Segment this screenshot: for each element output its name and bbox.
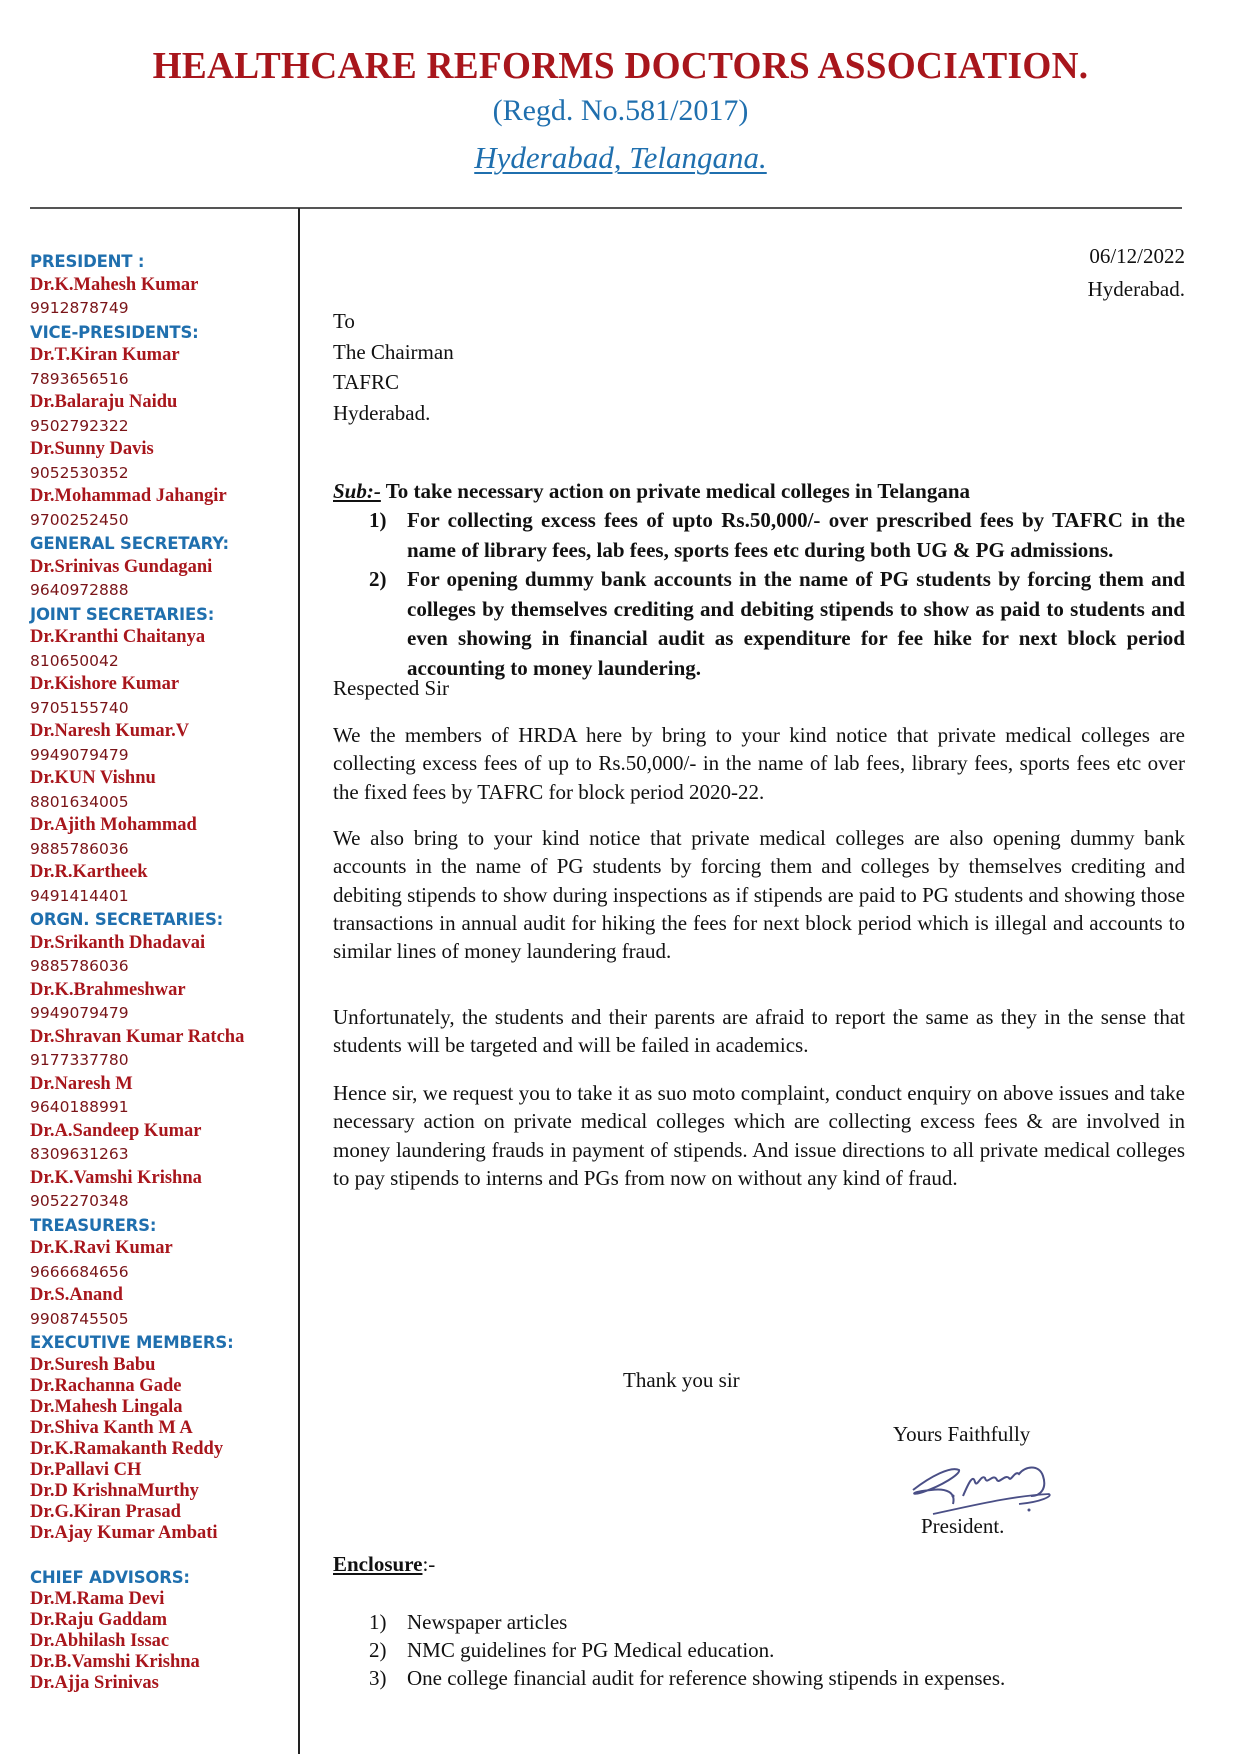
subject-item	[333, 506, 1185, 565]
paragraph: Hence sir, we request you to take it as suo moto complaint, conduct enquiry on above issues and take necessary action on private medical colleges which are collecting excess fees & are involved in money laundering frauds in payment of stipends. And issue directions to all private medical colleges to pay stipends to interns and PGs from now on without any kind of fraud.	[333, 1081, 1185, 1190]
address-line: TAFRC	[333, 370, 400, 394]
member-name: Dr.Sunny Davis	[30, 439, 154, 459]
member-phone: 9908745505	[30, 1309, 129, 1328]
item-text: For opening dummy bank accounts in the name of PG students by forcing them and colleges by themselves crediting and debiting stipends to show as paid to students and even showing in financial audit as expenditure for fee hike for next block period accounting to money laundering.	[407, 567, 1185, 680]
member-phone: 9700252450	[30, 510, 129, 529]
enclosure-item	[333, 1664, 1185, 1692]
item-number: 2)	[369, 567, 387, 591]
member-phone: 9666684656	[30, 1262, 129, 1281]
section-heading-orgn-secretaries: ORGN. SECRETARIES:	[30, 910, 224, 929]
member-name: Dr.Balaraju Naidu	[30, 392, 178, 412]
member-name: Dr.Naresh M	[30, 1073, 133, 1094]
member-name: Dr.S.Anand	[30, 1285, 123, 1305]
member-phone: 9052270348	[30, 1192, 129, 1210]
member-phone: 8309631263	[30, 1145, 129, 1163]
signature-icon	[901, 1452, 1071, 1522]
member-phone: 7893656516	[30, 369, 129, 388]
member-name: Dr.Abhilash Issac	[30, 1631, 170, 1651]
section-heading-vice-presidents: VICE-PRESIDENTS:	[30, 322, 199, 342]
address-line: Hyderabad.	[333, 400, 431, 425]
member-name: Dr.Naresh Kumar.V	[30, 721, 190, 741]
item-number: 1)	[369, 1610, 387, 1634]
enclosure-label: Enclosure	[333, 1552, 423, 1576]
subject-items	[333, 506, 1185, 683]
address-line: The Chairman	[333, 339, 454, 364]
member-name: Dr.Kishore Kumar	[30, 674, 180, 694]
subject-label: Sub:-	[333, 479, 381, 503]
item-text: One college financial audit for reference showing stipends in expenses.	[407, 1666, 1006, 1690]
item-number: 2)	[369, 1638, 387, 1662]
member-name: Dr.G.Kiran Prasad	[30, 1501, 181, 1522]
member-phone: 9502792322	[30, 416, 129, 435]
section-heading-chief-advisors: CHIEF ADVISORS:	[30, 1567, 190, 1587]
section-heading-joint-secretaries: JOINT SECRETARIES:	[30, 604, 215, 624]
registration-number: (Regd. No.581/2017)	[492, 94, 749, 127]
enclosure-suffix: :-	[422, 1552, 436, 1576]
member-phone: 9052530352	[30, 463, 129, 482]
member-name: Dr.T.Kiran Kumar	[30, 345, 180, 365]
enclosure-item	[333, 1608, 1185, 1636]
item-text: For collecting excess fees of upto Rs.50,000/- over prescribed fees by TAFRC in the name of library fees, lab fees, sports fees etc during both UG & PG admissions.	[407, 508, 1185, 562]
member-name: Dr.K.Ramakanth Reddy	[30, 1438, 224, 1459]
member-name: Dr.Ajith Mohammad	[30, 815, 197, 835]
member-name: Dr.K.Brahmeshwar	[30, 979, 186, 1000]
member-name: Dr.K.Vamshi Krishna	[30, 1167, 202, 1188]
member-name: Dr.Srikanth Dhadavai	[30, 932, 206, 953]
organization-title: HEALTHCARE REFORMS DOCTORS ASSOCIATION.	[152, 45, 1089, 87]
enclosure-heading	[333, 1552, 435, 1577]
enclosure-list	[333, 1608, 1185, 1692]
office-bearers-sidebar	[30, 250, 295, 1694]
member-name: Dr.Mahesh Lingala	[30, 1396, 183, 1417]
header-divider	[30, 207, 1182, 209]
item-number: 3)	[369, 1666, 387, 1690]
member-phone: 9640188991	[30, 1098, 129, 1116]
subject-block	[333, 476, 1185, 683]
member-name: Dr.K.Mahesh Kumar	[30, 274, 199, 295]
column-divider	[298, 208, 300, 1754]
member-name: Dr.Ajay Kumar Ambati	[30, 1522, 218, 1543]
member-name: Dr.Kranthi Chaitanya	[30, 627, 206, 647]
member-name: Dr.Shravan Kumar Ratcha	[30, 1026, 245, 1047]
item-number: 1)	[369, 508, 387, 532]
salutation: Respected Sir	[333, 676, 450, 700]
section-spacer	[30, 1544, 295, 1566]
member-name: Dr.R.Kartheek	[30, 862, 148, 882]
subject-text: To take necessary action on private medical colleges in Telangana	[380, 479, 971, 503]
member-name: Dr.D KrishnaMurthy	[30, 1480, 199, 1501]
member-name: Dr.KUN Vishnu	[30, 768, 156, 788]
member-phone: 9885786036	[30, 839, 129, 858]
paragraph: We also bring to your kind notice that private medical colleges are also opening dummy bank accounts in the name of PG students by forcing them and colleges by themselves crediting and debiting stipends to show during inspections as if stipends are paid to PG students and showing those transactions in annual audit for hiking the fees for next block period which is illegal and accounts to similar lines of money laundering fraud.	[333, 826, 1185, 964]
member-phone: 9640972888	[30, 581, 129, 599]
member-name: Dr.Rachanna Gade	[30, 1375, 182, 1396]
letter-date: 06/12/2022	[1089, 244, 1185, 268]
location-text: Hyderabad, Telangana.	[474, 140, 767, 175]
member-name: Dr.Srinivas Gundagani	[30, 556, 213, 577]
address-line: To	[333, 309, 355, 333]
member-phone: 9912878749	[30, 299, 129, 317]
member-name: Dr.Suresh Babu	[30, 1354, 156, 1375]
member-name: Dr.Ajja Srinivas	[30, 1673, 159, 1693]
item-text: Newspaper articles	[407, 1610, 568, 1634]
member-name: Dr.M.Rama Devi	[30, 1589, 165, 1609]
member-name: Dr.B.Vamshi Krishna	[30, 1652, 200, 1672]
letter-place: Hyderabad.	[1087, 277, 1185, 301]
member-phone: 8801634005	[30, 792, 129, 811]
member-phone: 9177337780	[30, 1051, 129, 1069]
paragraph: Unfortunately, the students and their parents are afraid to report the same as they in the sense that students will be targeted and will be failed in academics.	[333, 1005, 1185, 1058]
member-phone: 9491414401	[30, 886, 129, 905]
subject-line	[333, 476, 1185, 506]
enclosure-item	[333, 1636, 1185, 1664]
member-phone: 810650042	[30, 651, 119, 670]
item-text: NMC guidelines for PG Medical education.	[407, 1638, 775, 1662]
section-heading-treasurers: TREASURERS:	[30, 1215, 157, 1235]
member-name: Dr.Mohammad Jahangir	[30, 486, 227, 506]
subject-item	[333, 565, 1185, 683]
section-heading-executive-members: EXECUTIVE MEMBERS:	[30, 1333, 234, 1352]
member-phone: 9705155740	[30, 698, 129, 717]
member-phone: 9949079479	[30, 1004, 129, 1022]
sign-off: Yours Faithfully	[893, 1422, 1031, 1446]
section-heading-president: PRESIDENT :	[30, 252, 145, 271]
member-name: Dr.Raju Gaddam	[30, 1610, 168, 1630]
signatory-title: President.	[921, 1514, 1005, 1538]
member-phone: 9885786036	[30, 957, 129, 975]
date-place-block	[1088, 240, 1185, 306]
member-name: Dr.A.Sandeep Kumar	[30, 1120, 202, 1141]
closing-line: Thank you sir	[623, 1368, 740, 1392]
member-name: Dr.K.Ravi Kumar	[30, 1238, 173, 1258]
member-name: Dr.Pallavi CH	[30, 1459, 142, 1480]
member-phone: 9949079479	[30, 745, 129, 764]
organization-location	[0, 140, 1241, 176]
paragraph: We the members of HRDA here by bring to your kind notice that private medical colleges are collecting excess fees of up to Rs.50,000/- in the name of lab fees, library fees, sports fees etc over the fixed fees by TAFRC for block period 2020-22.	[333, 723, 1185, 804]
recipient-address	[333, 306, 454, 428]
section-heading-general-secretary: GENERAL SECRETARY:	[30, 534, 229, 553]
member-name: Dr.Shiva Kanth M A	[30, 1417, 193, 1438]
